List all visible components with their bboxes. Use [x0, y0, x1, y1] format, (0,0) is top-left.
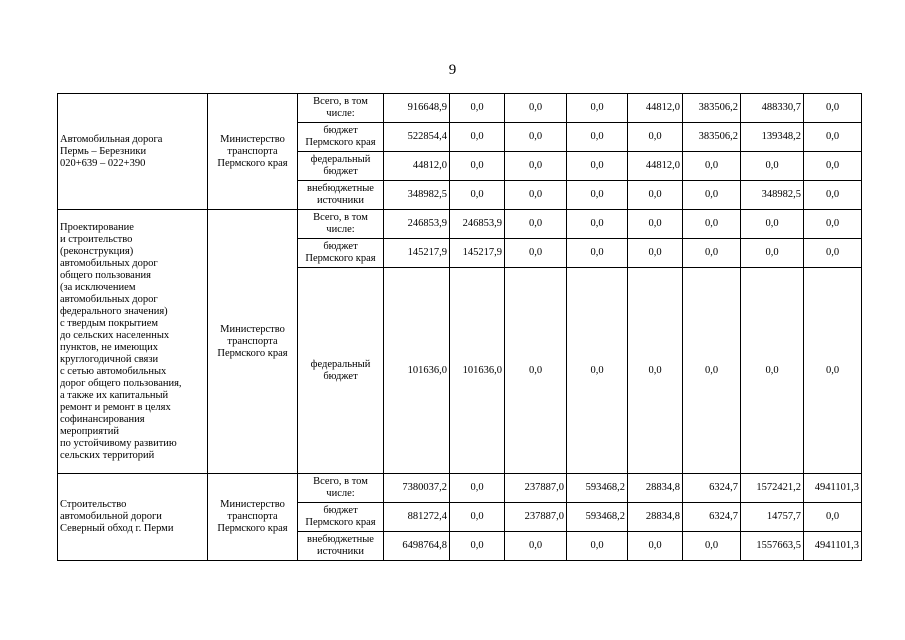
- value-cell: 0,0: [567, 239, 628, 268]
- value-cell: 593468,2: [567, 474, 628, 503]
- value-cell: 0,0: [804, 94, 862, 123]
- organization-cell: Министерство транспорта Пермского края: [208, 474, 298, 561]
- value-cell: 246853,9: [384, 210, 450, 239]
- value-cell: 139348,2: [741, 123, 804, 152]
- value-cell: 145217,9: [450, 239, 505, 268]
- value-cell: 0,0: [628, 239, 683, 268]
- value-cell: 0,0: [628, 268, 683, 474]
- value-cell: 1572421,2: [741, 474, 804, 503]
- value-cell: 237887,0: [505, 474, 567, 503]
- value-cell: 0,0: [628, 123, 683, 152]
- value-cell: 0,0: [741, 239, 804, 268]
- value-cell: 0,0: [628, 210, 683, 239]
- value-cell: 0,0: [683, 532, 741, 561]
- value-cell: 488330,7: [741, 94, 804, 123]
- value-cell: 383506,2: [683, 123, 741, 152]
- value-cell: 237887,0: [505, 503, 567, 532]
- value-cell: 0,0: [505, 210, 567, 239]
- value-cell: 28834,8: [628, 474, 683, 503]
- value-cell: 44812,0: [384, 152, 450, 181]
- funding-source-cell: Всего, в том числе:: [298, 474, 384, 503]
- value-cell: 0,0: [804, 181, 862, 210]
- value-cell: 0,0: [683, 181, 741, 210]
- value-cell: 0,0: [450, 532, 505, 561]
- value-cell: 246853,9: [450, 210, 505, 239]
- funding-source-cell: бюджет Пермского края: [298, 239, 384, 268]
- value-cell: 0,0: [683, 268, 741, 474]
- value-cell: 348982,5: [741, 181, 804, 210]
- value-cell: 0,0: [567, 94, 628, 123]
- value-cell: 0,0: [741, 268, 804, 474]
- value-cell: 0,0: [450, 474, 505, 503]
- value-cell: 6498764,8: [384, 532, 450, 561]
- project-name-cell: Автомобильная дорога Пермь – Березники 020+639 – 022+390: [58, 94, 208, 210]
- value-cell: 0,0: [505, 181, 567, 210]
- table-row: [58, 210, 862, 239]
- value-cell: 0,0: [505, 268, 567, 474]
- organization-cell: Министерство транспорта Пермского края: [208, 94, 298, 210]
- value-cell: 0,0: [628, 532, 683, 561]
- value-cell: 348982,5: [384, 181, 450, 210]
- value-cell: 0,0: [804, 239, 862, 268]
- funding-source-cell: федеральный бюджет: [298, 268, 384, 474]
- funding-source-cell: внебюджетные источники: [298, 532, 384, 561]
- value-cell: 101636,0: [384, 268, 450, 474]
- project-name-cell: Проектирование и строительство (реконструкция) автомобильных дорог общего пользования (за исключением автомобильных дорог федерального значения) с твердым покрытием до сельских населенных пунктов, не имеющих круглогодичной связи с сетью автомобильных дорог общего пользования, а также их капитальный ремонт и ремонт в целях софинансирования мероприятий по устойчивому развитию сельских территорий: [58, 210, 208, 474]
- value-cell: 0,0: [450, 123, 505, 152]
- value-cell: 881272,4: [384, 503, 450, 532]
- organization-cell: Министерство транспорта Пермского края: [208, 210, 298, 474]
- value-cell: 0,0: [505, 123, 567, 152]
- value-cell: 0,0: [505, 94, 567, 123]
- value-cell: 1557663,5: [741, 532, 804, 561]
- value-cell: 7380037,2: [384, 474, 450, 503]
- value-cell: 14757,7: [741, 503, 804, 532]
- value-cell: 0,0: [741, 152, 804, 181]
- value-cell: 0,0: [567, 268, 628, 474]
- value-cell: 44812,0: [628, 94, 683, 123]
- value-cell: 0,0: [567, 152, 628, 181]
- value-cell: 6324,7: [683, 503, 741, 532]
- funding-source-cell: внебюджетные источники: [298, 181, 384, 210]
- value-cell: 593468,2: [567, 503, 628, 532]
- value-cell: 0,0: [567, 210, 628, 239]
- value-cell: 0,0: [683, 239, 741, 268]
- table-row: [58, 94, 862, 123]
- value-cell: 0,0: [741, 210, 804, 239]
- page-number: 9: [448, 62, 457, 78]
- value-cell: 383506,2: [683, 94, 741, 123]
- value-cell: 0,0: [450, 181, 505, 210]
- budget-table: [57, 93, 862, 561]
- value-cell: 4941101,3: [804, 532, 862, 561]
- value-cell: 0,0: [567, 123, 628, 152]
- value-cell: 0,0: [505, 532, 567, 561]
- value-cell: 6324,7: [683, 474, 741, 503]
- value-cell: 522854,4: [384, 123, 450, 152]
- project-name-cell: Строительство автомобильной дороги Северный обход г. Перми: [58, 474, 208, 561]
- funding-source-cell: Всего, в том числе:: [298, 210, 384, 239]
- funding-source-cell: Всего, в том числе:: [298, 94, 384, 123]
- value-cell: 0,0: [567, 181, 628, 210]
- value-cell: 0,0: [683, 152, 741, 181]
- value-cell: 0,0: [804, 268, 862, 474]
- value-cell: 0,0: [450, 94, 505, 123]
- value-cell: 0,0: [804, 123, 862, 152]
- value-cell: 101636,0: [450, 268, 505, 474]
- value-cell: 0,0: [567, 532, 628, 561]
- table-row: [58, 474, 862, 503]
- value-cell: 0,0: [683, 210, 741, 239]
- value-cell: 0,0: [505, 239, 567, 268]
- value-cell: 145217,9: [384, 239, 450, 268]
- funding-source-cell: бюджет Пермского края: [298, 503, 384, 532]
- value-cell: 0,0: [450, 503, 505, 532]
- value-cell: 0,0: [505, 152, 567, 181]
- value-cell: 4941101,3: [804, 474, 862, 503]
- value-cell: 0,0: [804, 210, 862, 239]
- funding-source-cell: федеральный бюджет: [298, 152, 384, 181]
- value-cell: 44812,0: [628, 152, 683, 181]
- value-cell: 916648,9: [384, 94, 450, 123]
- value-cell: 28834,8: [628, 503, 683, 532]
- value-cell: 0,0: [450, 152, 505, 181]
- value-cell: 0,0: [628, 181, 683, 210]
- funding-source-cell: бюджет Пермского края: [298, 123, 384, 152]
- value-cell: 0,0: [804, 152, 862, 181]
- value-cell: 0,0: [804, 503, 862, 532]
